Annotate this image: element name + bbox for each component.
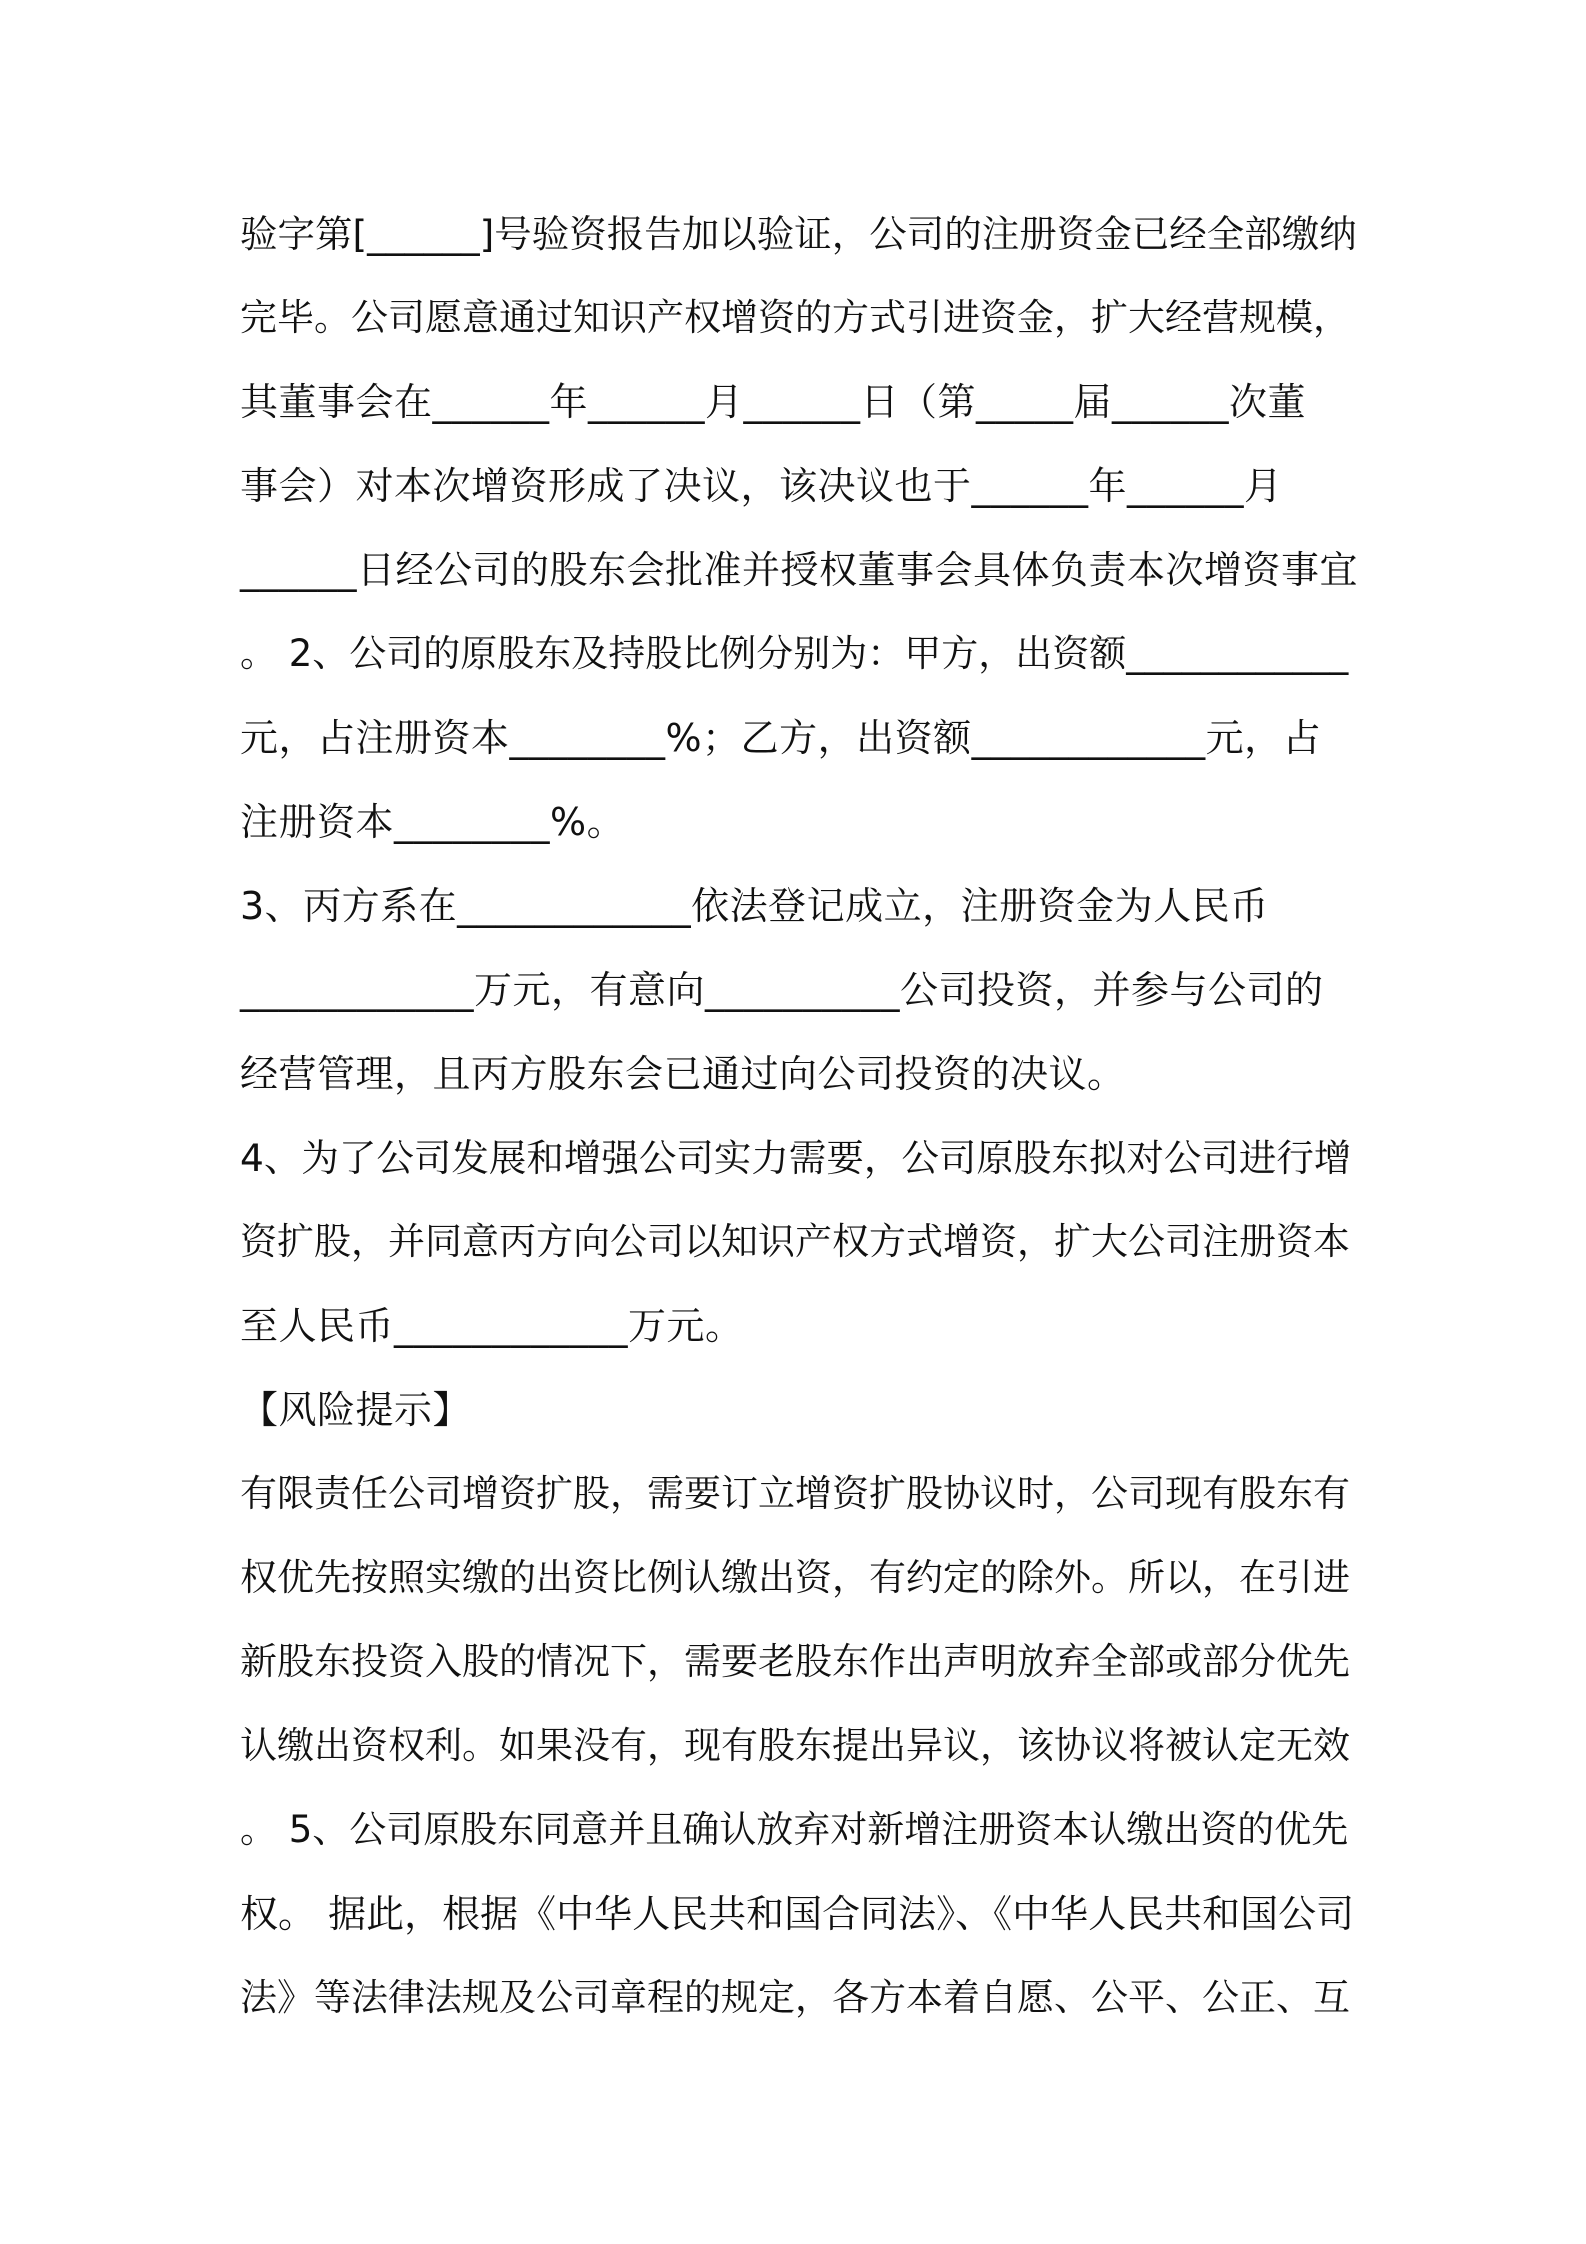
text-line-20: 。 5、公司原股东同意并且确认放弃对新增注册资本认缴出资的优先: [240, 1808, 1349, 1851]
risk-heading: 【风险提示】: [240, 1388, 472, 1432]
text-line-19: 认缴出资权利。如果没有，现有股东提出异议，该协议将被认定无效: [240, 1724, 1350, 1767]
body-text: [240, 192, 1360, 2040]
text-line-21: 权。 据此，根据《中华人民共和国合同法》、《中华人民共和国公司: [240, 1892, 1355, 1936]
text-line-6: 。 2、公司的原股东及持股比例分别为：甲方，出资额____________: [240, 632, 1349, 675]
text-line-10: ____________万元，有意向__________公司投资，并参与公司的: [240, 968, 1324, 1012]
text-line-14: 至人民币____________万元。: [240, 1304, 744, 1348]
text-line-18: 新股东投资入股的情况下，需要老股东作出声明放弃全部或部分优先: [240, 1640, 1350, 1683]
text-line-2: 完毕。公司愿意通过知识产权增资的方式引进资金，扩大经营规模，: [240, 296, 1350, 339]
text-line-9: 3、丙方系在____________依法登记成立，注册资金为人民币: [240, 884, 1269, 928]
text-line-13: 资扩股，并同意丙方向公司以知识产权方式增资，扩大公司注册资本: [240, 1220, 1350, 1263]
text-line-11: 经营管理，且丙方股东会已通过向公司投资的决议。: [240, 1052, 1126, 1096]
text-line-3: 其董事会在______年______月______日（第_____届______次董: [240, 380, 1307, 424]
text-line-7: 元，占注册资本________%；乙方，出资额____________元，占: [240, 716, 1322, 760]
text-line-8: 注册资本________%。: [240, 800, 626, 844]
text-line-17: 权优先按照实缴的出资比例认缴出资，有约定的除外。所以，在引进: [240, 1556, 1350, 1599]
text-line-5: ______日经公司的股东会批准并授权董事会具体负责本次增资事宜: [240, 548, 1359, 592]
text-line-22: 法》等法律法规及公司章程的规定，各方本着自愿、公平、公正、互: [240, 1976, 1350, 2019]
text-line-12: 4、为了公司发展和增强公司实力需要，公司原股东拟对公司进行增: [240, 1136, 1352, 1180]
text-line-16: 有限责任公司增资扩股，需要订立增资扩股协议时，公司现有股东有: [240, 1472, 1350, 1515]
text-line-4: 事会）对本次增资形成了决议，该决议也于______年______月: [240, 464, 1283, 508]
text-line-1: 验字第[______]号验资报告加以验证，公司的注册资金已经全部缴纳: [240, 212, 1357, 256]
